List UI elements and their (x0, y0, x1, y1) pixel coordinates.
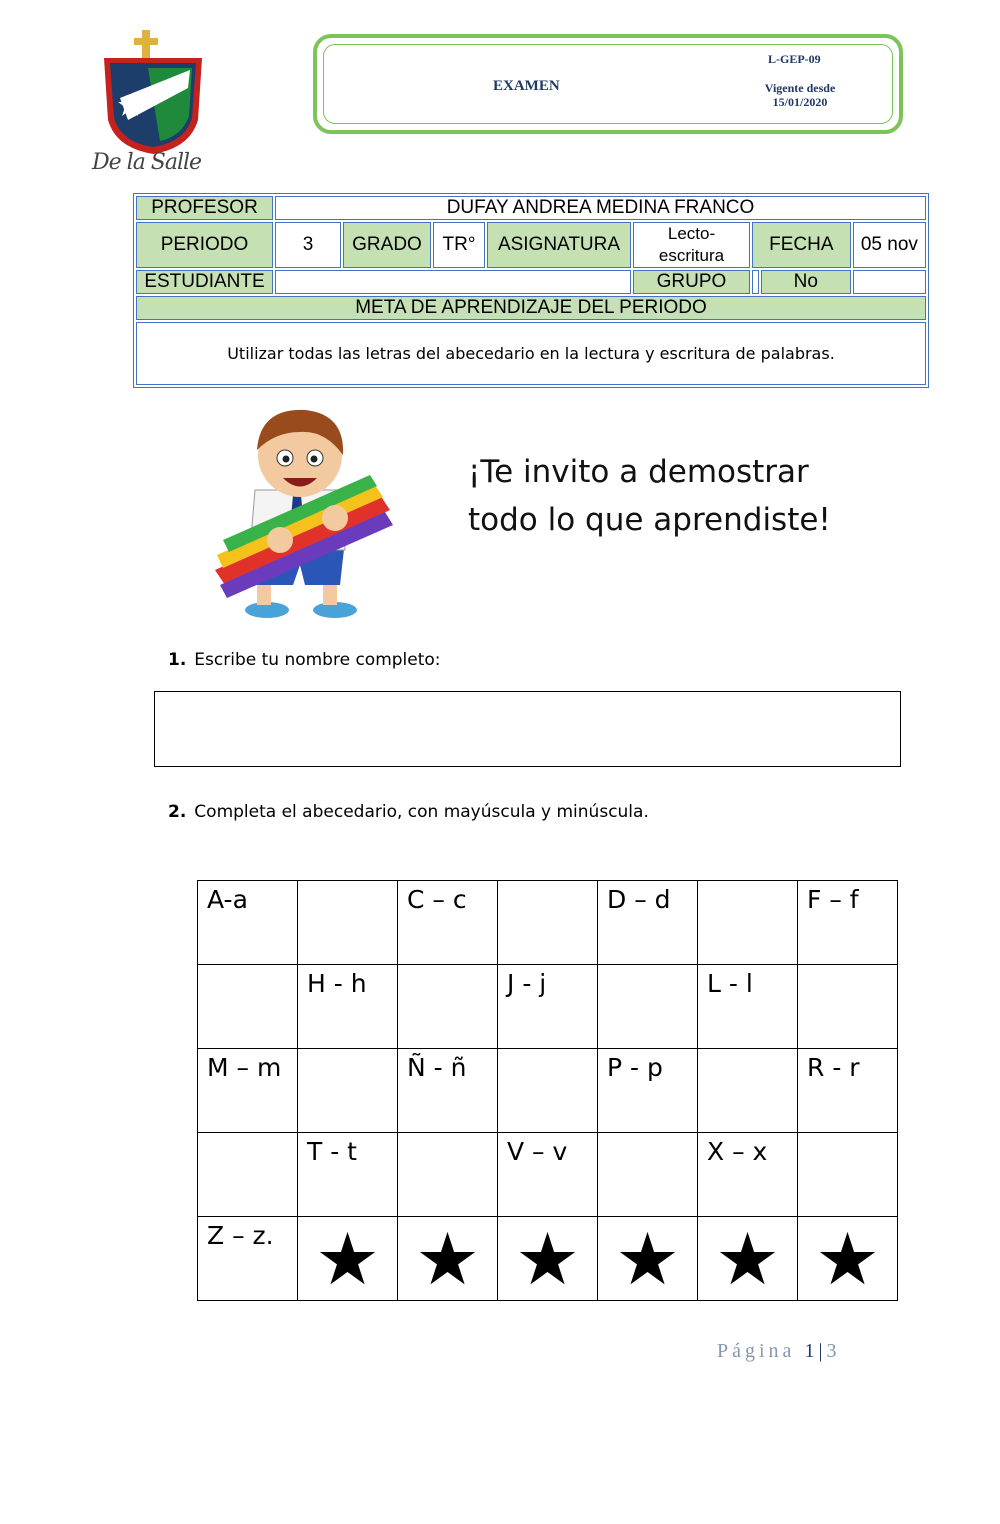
page-number (717, 1340, 840, 1363)
star-icon: ★ (698, 1217, 798, 1301)
no-label: No (761, 270, 851, 294)
star-icon: ★ (498, 1217, 598, 1301)
alphabet-cell[interactable] (298, 881, 398, 965)
alphabet-cell[interactable] (198, 1133, 298, 1217)
alphabet-cell: R - r (798, 1049, 898, 1133)
question-1-number: 1. (168, 650, 187, 670)
info-table (133, 193, 929, 388)
alphabet-cell: C – c (398, 881, 498, 965)
alphabet-cell: Ñ - ñ (398, 1049, 498, 1133)
star-icon: ★ (798, 1217, 898, 1301)
alphabet-cell: L - l (698, 965, 798, 1049)
alphabet-cell[interactable] (698, 881, 798, 965)
question-2-number: 2. (168, 802, 187, 822)
page-total: 3 (826, 1340, 841, 1362)
alphabet-cell: F – f (798, 881, 898, 965)
question-1-text: Escribe tu nombre completo: (194, 650, 441, 670)
question-1 (168, 650, 441, 670)
asignatura-line-2: escritura (658, 246, 725, 265)
asignatura-label: ASIGNATURA (487, 222, 631, 268)
grado-label: GRADO (343, 222, 431, 268)
alphabet-cell[interactable] (498, 1049, 598, 1133)
alphabet-cell: J - j (498, 965, 598, 1049)
full-name-answer-box[interactable] (154, 691, 901, 767)
page-separator: | (818, 1340, 827, 1362)
meta-text: Utilizar todas las letras del abecedario en la lectura y escritura de palabras. (136, 322, 926, 385)
alphabet-row (198, 965, 898, 1049)
alphabet-cell: H - h (298, 965, 398, 1049)
alphabet-cell[interactable] (198, 965, 298, 1049)
alphabet-cell: A-a (198, 881, 298, 965)
no-value[interactable] (853, 270, 926, 294)
alphabet-cell: M – m (198, 1049, 298, 1133)
star-icon: ★ (598, 1217, 698, 1301)
star-icon: ★ (298, 1217, 398, 1301)
alphabet-cell[interactable] (798, 965, 898, 1049)
star-icon: ★ (398, 1217, 498, 1301)
question-2 (168, 802, 649, 822)
alphabet-cell: X – x (698, 1133, 798, 1217)
periodo-label: PERIODO (136, 222, 273, 268)
invite-line-2: todo lo que aprendiste! (468, 502, 831, 538)
invite-line-1: ¡Te invito a demostrar (468, 454, 809, 490)
page-label: Página (717, 1340, 796, 1362)
periodo-value: 3 (275, 222, 341, 268)
logo-signature: De la Salle (92, 150, 202, 175)
profesor-label: PROFESOR (136, 196, 273, 220)
invite-message (468, 448, 831, 544)
alphabet-cell[interactable] (598, 965, 698, 1049)
alphabet-cell: T - t (298, 1133, 398, 1217)
exam-title: EXAMEN (493, 78, 560, 94)
alphabet-row (198, 881, 898, 965)
asignatura-line-1: Lecto- (667, 224, 716, 243)
fecha-label: FECHA (752, 222, 851, 268)
document-code: L-GEP-09 (768, 52, 821, 66)
alphabet-cell[interactable] (398, 965, 498, 1049)
alphabet-grid (197, 880, 898, 1301)
alphabet-cell: V – v (498, 1133, 598, 1217)
grupo-value[interactable] (752, 270, 759, 294)
alphabet-cell[interactable] (798, 1133, 898, 1217)
alphabet-row (198, 1133, 898, 1217)
alphabet-cell[interactable] (598, 1133, 698, 1217)
alphabet-cell[interactable] (698, 1049, 798, 1133)
alphabet-row (198, 1049, 898, 1133)
meta-label: META DE APRENDIZAJE DEL PERIODO (136, 296, 926, 320)
profesor-value: DUFAY ANDREA MEDINA FRANCO (275, 196, 926, 220)
valid-since-label: Vigente desde (764, 81, 836, 95)
grupo-label: GRUPO (633, 270, 750, 294)
valid-since (740, 81, 860, 109)
valid-since-date: 15/01/2020 (772, 95, 828, 109)
alphabet-cell: P - p (598, 1049, 698, 1133)
fecha-value: 05 nov (853, 222, 926, 268)
asignatura-value (633, 222, 750, 268)
estudiante-value[interactable] (275, 270, 631, 294)
alphabet-cell: Z – z. (198, 1217, 298, 1301)
alphabet-cell[interactable] (298, 1049, 398, 1133)
page-current: 1 (804, 1340, 819, 1362)
grado-value: TR° (433, 222, 485, 268)
question-2-text: Completa el abecedario, con mayúscula y minúscula. (194, 802, 649, 822)
alphabet-cell[interactable] (498, 881, 598, 965)
alphabet-row (198, 1217, 898, 1301)
alphabet-cell[interactable] (398, 1133, 498, 1217)
boy-with-pencils-illustration (205, 400, 405, 625)
alphabet-cell: D – d (598, 881, 698, 965)
estudiante-label: ESTUDIANTE (136, 270, 273, 294)
